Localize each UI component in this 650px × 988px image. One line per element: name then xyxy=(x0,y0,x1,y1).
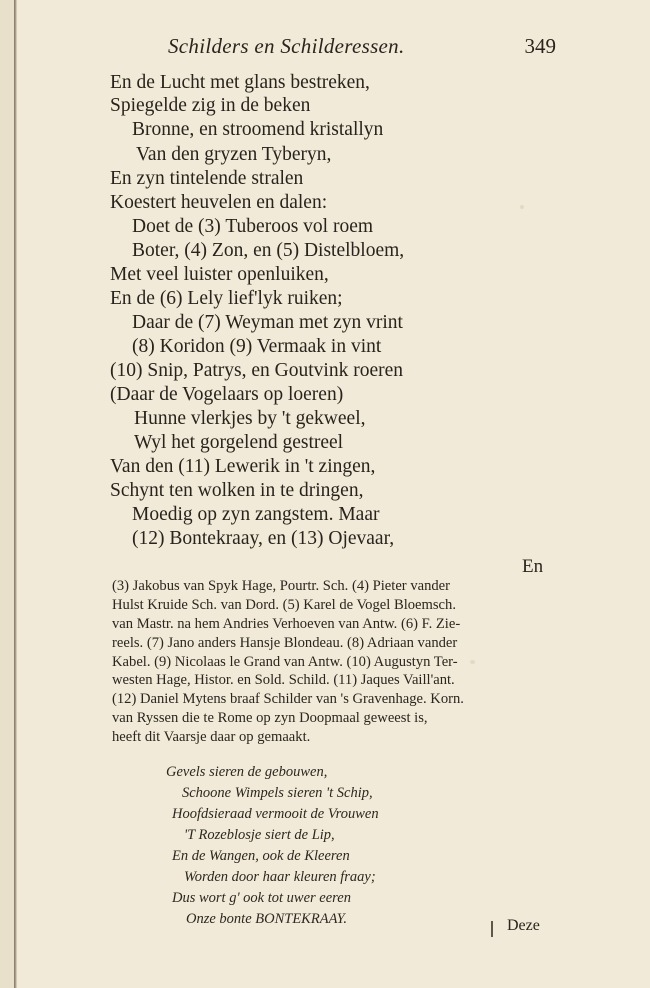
page-mark xyxy=(491,921,493,937)
poem-line: Spiegelde zig in de beken xyxy=(110,95,311,116)
song-line: Gevels sieren de gebouwen, xyxy=(166,764,328,780)
poem-line: Boter, (4) Zon, en (5) Distelbloem, xyxy=(132,240,405,261)
poem-line: Van den gryzen Tyberyn, xyxy=(136,144,332,165)
poem-line: (12) Bontekraay, en (13) Ojevaar, xyxy=(132,528,395,549)
poem-line: En de (6) Lely lief'lyk ruiken; xyxy=(110,288,343,309)
song-line: En de Wangen, ook de Kleeren xyxy=(172,848,350,864)
footnote-line: heeft dit Vaarsje daar op gemaakt. xyxy=(112,729,311,746)
poem-line: Doet de (3) Tuberoos vol roem xyxy=(132,216,374,237)
poem-line: (10) Snip, Patrys, en Goutvink roeren xyxy=(110,360,403,381)
footnote-line: reels. (7) Jano anders Hansje Blondeau. (8) Adriaan vander xyxy=(112,634,458,651)
poem-line: Daar de (7) Weyman met zyn vrint xyxy=(132,312,403,333)
footnote-line: (3) Jakobus van Spyk Hage, Pourtr. Sch. (4) Pieter vander xyxy=(112,578,451,594)
footnote-line: (12) Daniel Mytens braaf Schilder van 's Gravenhage. Korn. xyxy=(112,691,464,708)
footnote-line: westen Hage, Histor. en Sold. Schild. (11) Jaques Vaill'ant. xyxy=(112,672,455,689)
footnotes xyxy=(112,577,562,747)
poem-line: Van den (11) Lewerik in 't zingen, xyxy=(110,456,376,477)
footnote-line: van Ryssen die te Rome op zyn Doopmaal geweest is, xyxy=(112,710,428,727)
gutter xyxy=(0,0,14,988)
song-line: Onze bonte BONTEKRAAY. xyxy=(186,911,347,927)
footnote-line: van Mastr. na hem Andries Verhoeven van Antw. (6) F. Zie- xyxy=(112,615,461,632)
spine-edge xyxy=(14,0,17,988)
poem-line: (8) Koridon (9) Vermaak in vint xyxy=(132,336,382,357)
poem-line: Met veel luister openluiken, xyxy=(110,264,329,285)
catchword: En xyxy=(522,556,544,577)
poem-line: (Daar de Vogelaars op loeren) xyxy=(110,384,344,405)
poem-line: Wyl het gorgelend gestreel xyxy=(134,432,344,453)
footnote-line: Kabel. (9) Nicolaas le Grand van Antw. (10) Augustyn Ter- xyxy=(112,653,458,670)
poem-line: Bronne, en stroomend kristallyn xyxy=(132,119,384,140)
song-line: Worden door haar kleuren fraay; xyxy=(184,869,376,885)
song-line: Dus wort g' ook tot uwer eeren xyxy=(172,890,351,906)
running-head: Schilders en Schilderessen. xyxy=(168,34,405,58)
page-number: 349 xyxy=(524,34,556,58)
song-line: Hoofdsieraad vermooit de Vrouwen xyxy=(172,806,379,822)
poem-line: Hunne vlerkjes by 't gekweel, xyxy=(134,408,366,429)
poem-line: Koestert heuvelen en dalen: xyxy=(110,192,328,213)
paper-spot xyxy=(520,205,524,209)
poem-line: Moedig op zyn zangstem. Maar xyxy=(132,504,380,525)
song-line: 'T Rozeblosje siert de Lip, xyxy=(184,827,335,843)
footnote-line: Hulst Kruide Sch. van Dord. (5) Karel de Vogel Bloemsch. xyxy=(112,596,456,613)
page-header xyxy=(168,30,558,64)
poem-line: En de Lucht met glans bestreken, xyxy=(110,72,370,93)
poem-line: En zyn tintelende stralen xyxy=(110,168,304,189)
song-line: Schoone Wimpels sieren 't Schip, xyxy=(182,785,373,801)
poem-line: Schynt ten wolken in te dringen, xyxy=(110,480,364,501)
footer-catchword: Deze xyxy=(507,917,540,934)
